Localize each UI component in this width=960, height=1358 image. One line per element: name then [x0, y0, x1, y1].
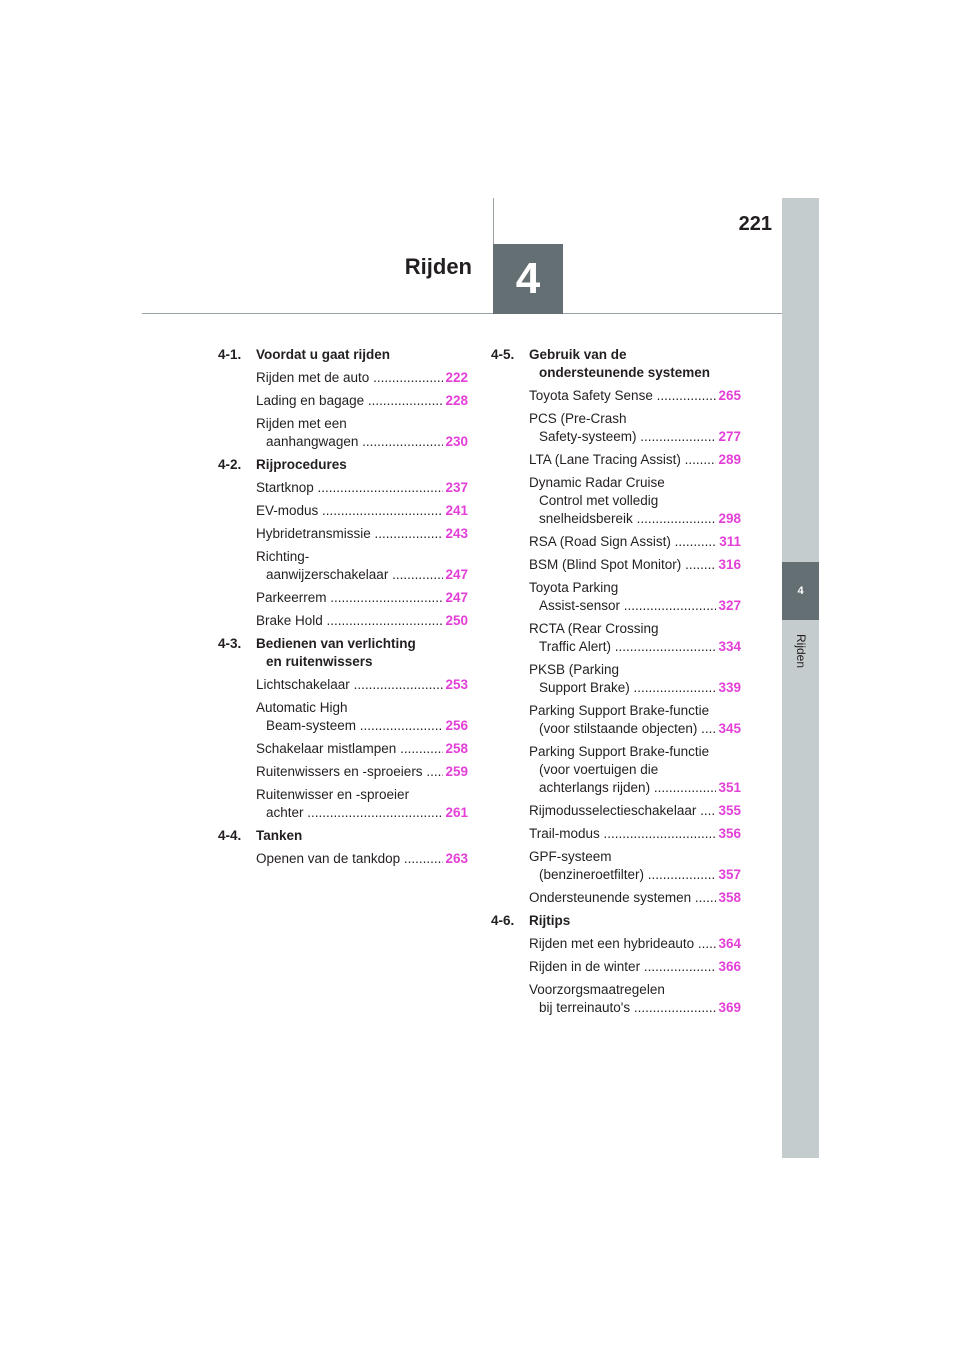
section-title-line: ondersteunende systemen	[539, 365, 711, 380]
toc-entry-line: RCTA (Rear Crossing	[529, 621, 659, 636]
toc-entry-title	[256, 676, 443, 694]
toc-entry-title	[256, 502, 443, 520]
toc-page-link[interactable]: 369	[718, 1000, 741, 1015]
section-title-line: Tanken	[256, 828, 303, 843]
toc-entry-line: (voor stilstaande objecten) .....	[529, 720, 716, 738]
toc-page-link[interactable]: 265	[718, 388, 741, 403]
header-divider-vertical	[493, 198, 494, 244]
toc-entry[interactable]	[256, 699, 468, 735]
toc-entry-line: (voor voertuigen die	[539, 762, 659, 777]
toc-entry-line: Ruitenwisser en -sproeier	[256, 787, 410, 802]
toc-entry[interactable]	[529, 935, 741, 953]
toc-page-link[interactable]: 250	[445, 613, 468, 628]
section-number: 4-5.	[491, 347, 515, 362]
toc-entry-title	[529, 533, 717, 551]
toc-entry[interactable]	[256, 676, 468, 694]
section-number: 4-1.	[218, 347, 242, 362]
toc-page-link[interactable]: 345	[718, 721, 741, 736]
toc-entry[interactable]	[529, 889, 741, 907]
toc-entry-line: RSA (Road Sign Assist) .....	[529, 533, 717, 551]
section-title-line: Rijprocedures	[256, 457, 347, 472]
section-title-line: en ruitenwissers	[266, 654, 373, 669]
toc-section-heading	[218, 346, 468, 364]
toc-entry-title	[529, 579, 716, 615]
toc-entry[interactable]	[529, 620, 741, 656]
toc-entry-line: achter .....	[256, 804, 443, 822]
side-tab-label: Rijden	[794, 633, 808, 669]
toc-page-link[interactable]: 311	[719, 534, 741, 549]
toc-entry-line: PKSB (Parking	[529, 662, 620, 677]
toc-entry-line: Hybridetransmissie .....	[256, 525, 443, 543]
toc-entry-line: Schakelaar mistlampen .....	[256, 740, 443, 758]
toc-entry-title	[529, 620, 716, 656]
toc-entry-line: Traffic Alert) .....	[529, 638, 716, 656]
toc-entry-title	[529, 661, 716, 697]
toc-entry-line: Assist-sensor .....	[529, 597, 716, 615]
toc-page-link[interactable]: 334	[718, 639, 741, 654]
toc-page-link[interactable]: 357	[718, 867, 741, 882]
section-title-line: Voordat u gaat rijden	[256, 347, 391, 362]
toc-page-link[interactable]: 355	[718, 803, 741, 818]
section-title-line: Bedienen van verlichting	[256, 636, 416, 651]
section-title	[256, 635, 468, 671]
toc-page-link[interactable]: 298	[718, 511, 741, 526]
toc-page-link[interactable]: 289	[718, 452, 741, 467]
toc-entry-line: Rijden met de auto .....	[256, 369, 443, 387]
toc-entry-title	[529, 702, 716, 738]
toc-page-link[interactable]: 256	[445, 718, 468, 733]
toc-entry-line: Control met volledig	[539, 493, 659, 508]
toc-entry-line: Voorzorgsmaatregelen	[529, 982, 665, 997]
toc-right-column	[491, 346, 741, 1022]
toc-page-link[interactable]: 237	[445, 480, 468, 495]
toc-entry-title	[529, 958, 716, 976]
toc-section-heading	[491, 912, 741, 930]
toc-entry-line: LTA (Lane Tracing Assist) .....	[529, 451, 716, 469]
toc-entry-line: Parking Support Brake-functie	[529, 744, 710, 759]
toc-entry-line: aanwijzerschakelaar .....	[256, 566, 443, 584]
toc-entry-line: EV-modus .....	[256, 502, 443, 520]
toc-entry-line: snelheidsbereik .....	[529, 510, 716, 528]
toc-page-link[interactable]: 247	[445, 567, 468, 582]
toc-entry-line: Lichtschakelaar .....	[256, 676, 443, 694]
toc-entry[interactable]	[529, 825, 741, 843]
toc-entry-line: BSM (Blind Spot Monitor) .....	[529, 556, 716, 574]
section-title	[529, 912, 741, 930]
toc-entry[interactable]	[256, 589, 468, 607]
chapter-number-box: 4	[493, 244, 563, 314]
toc-entry[interactable]	[529, 451, 741, 469]
toc-entry-line: Openen van de tankdop .....	[256, 850, 443, 868]
toc-page-link[interactable]: 247	[445, 590, 468, 605]
toc-entry-title	[256, 850, 443, 868]
toc-entry-line: Richting-	[256, 549, 310, 564]
toc-entry-title	[256, 415, 443, 451]
toc-entry[interactable]	[256, 502, 468, 520]
toc-entry[interactable]	[529, 702, 741, 738]
toc-page-link[interactable]: 258	[445, 741, 468, 756]
toc-entry-title	[256, 612, 443, 630]
toc-entry-line: Safety-systeem) .....	[529, 428, 716, 446]
toc-entry-title	[529, 935, 716, 953]
toc-entry-line: Dynamic Radar Cruise	[529, 475, 665, 490]
toc-entry-line: Beam-systeem .....	[256, 717, 443, 735]
toc-entry-line: Ondersteunende systemen .....	[529, 889, 716, 907]
toc-entry[interactable]	[256, 525, 468, 543]
toc-entry[interactable]	[529, 387, 741, 405]
section-number: 4-6.	[491, 913, 515, 928]
toc-entry[interactable]	[529, 981, 741, 1017]
toc-entry-line: (benzineroetfilter) .....	[529, 866, 716, 884]
toc-section-heading	[491, 346, 741, 382]
toc-entry-title	[256, 525, 443, 543]
toc-entry-line: Trail-modus .....	[529, 825, 716, 843]
toc-entry-title	[256, 786, 443, 822]
toc-page-link[interactable]: 339	[718, 680, 741, 695]
toc-entry[interactable]	[256, 786, 468, 822]
toc-entry-line: GPF-systeem	[529, 849, 612, 864]
toc-page-link[interactable]: 222	[445, 370, 468, 385]
toc-entry-title	[256, 740, 443, 758]
toc-page-link[interactable]: 241	[445, 503, 468, 518]
section-title	[256, 456, 468, 474]
toc-entry-line: Rijden in de winter .....	[529, 958, 716, 976]
section-number: 4-2.	[218, 457, 242, 472]
toc-page-link[interactable]: 263	[445, 851, 468, 866]
toc-entry[interactable]	[256, 415, 468, 451]
toc-entry[interactable]	[529, 958, 741, 976]
toc-entry-title	[529, 802, 716, 820]
toc-entry[interactable]	[529, 661, 741, 697]
toc-entry-line: Parking Support Brake-functie	[529, 703, 710, 718]
toc-entry-title	[529, 474, 716, 528]
toc-page-link[interactable]: 261	[445, 805, 468, 820]
toc-entry[interactable]	[256, 392, 468, 410]
toc-page-link[interactable]: 351	[718, 780, 741, 795]
page-number: 221	[738, 213, 772, 235]
toc-entry-line: Support Brake) .....	[529, 679, 716, 697]
toc-entry-line: Startknop .....	[256, 479, 443, 497]
section-title	[256, 827, 468, 845]
toc-entry-title	[529, 848, 716, 884]
section-title	[256, 346, 468, 364]
toc-entry-title	[529, 556, 716, 574]
toc-entry[interactable]	[529, 848, 741, 884]
toc-entry-line: bij terreinauto's .....	[529, 999, 716, 1017]
toc-entry-title	[256, 369, 443, 387]
toc-entry-line: Automatic High	[256, 700, 348, 715]
toc-entry[interactable]	[256, 850, 468, 868]
toc-entry-title	[529, 825, 716, 843]
toc-entry-line: Parkeerrem .....	[256, 589, 443, 607]
section-title	[529, 346, 741, 382]
section-number: 4-4.	[218, 828, 242, 843]
toc-entry[interactable]	[256, 548, 468, 584]
toc-entry-line: achterlangs rijden) .....	[529, 779, 716, 797]
section-title-line: Gebruik van de	[529, 347, 627, 362]
toc-page-link[interactable]: 253	[445, 677, 468, 692]
toc-entry-line: Toyota Safety Sense .....	[529, 387, 716, 405]
toc-page-link[interactable]: 230	[445, 434, 468, 449]
toc-entry[interactable]	[529, 474, 741, 528]
toc-page-link[interactable]: 358	[718, 890, 741, 905]
toc-entry[interactable]	[529, 579, 741, 615]
toc-entry-line: aanhangwagen .....	[256, 433, 443, 451]
toc-section-heading	[218, 456, 468, 474]
toc-entry-title	[256, 589, 443, 607]
header-divider-horizontal	[142, 313, 782, 314]
toc-page-link[interactable]: 327	[718, 598, 741, 613]
section-title-line: Rijtips	[529, 913, 571, 928]
toc-section-heading	[218, 827, 468, 845]
toc-entry-line: Rijmodusselectieschakelaar .....	[529, 802, 716, 820]
toc-entry-title	[529, 410, 716, 446]
toc-entry-line: PCS (Pre-Crash	[529, 411, 627, 426]
toc-entry-title	[529, 451, 716, 469]
toc-entry-title	[529, 743, 716, 797]
toc-entry[interactable]	[256, 612, 468, 630]
toc-page-link[interactable]: 356	[718, 826, 741, 841]
toc-left-column	[218, 346, 468, 873]
toc-entry-line: Toyota Parking	[529, 580, 619, 595]
toc-entry[interactable]	[529, 556, 741, 574]
toc-entry-title	[256, 699, 443, 735]
toc-page-link[interactable]: 316	[718, 557, 741, 572]
toc-entry-title	[529, 889, 716, 907]
toc-entry[interactable]	[256, 369, 468, 387]
toc-page-link[interactable]: 259	[445, 764, 468, 779]
toc-page-link[interactable]: 228	[445, 393, 468, 408]
section-number: 4-3.	[218, 636, 242, 651]
toc-entry[interactable]	[529, 743, 741, 797]
chapter-title: Rijden	[404, 254, 472, 279]
toc-entry-line: Rijden met een hybrideauto .....	[529, 935, 716, 953]
toc-section-heading	[218, 635, 468, 671]
toc-entry[interactable]	[256, 763, 468, 781]
toc-entry-line: Brake Hold .....	[256, 612, 443, 630]
toc-entry-title	[529, 981, 716, 1017]
toc-entry[interactable]	[256, 740, 468, 758]
toc-entry-title	[256, 392, 443, 410]
toc-entry-title	[256, 763, 443, 781]
toc-entry[interactable]	[529, 533, 741, 551]
toc-entry-line: Lading en bagage .....	[256, 392, 443, 410]
toc-entry-line: Rijden met een	[256, 416, 347, 431]
toc-entry[interactable]	[529, 802, 741, 820]
toc-entry-title	[529, 387, 716, 405]
toc-entry-line: Ruitenwissers en -sproeiers .....	[256, 763, 443, 781]
toc-page-link[interactable]: 277	[718, 429, 741, 444]
toc-entry-title	[256, 479, 443, 497]
toc-page-link[interactable]: 243	[445, 526, 468, 541]
toc-entry-title	[256, 548, 443, 584]
side-tab-chapter-number[interactable]: 4	[782, 562, 819, 620]
toc-entry[interactable]	[529, 410, 741, 446]
toc-page-link[interactable]: 364	[718, 936, 741, 951]
toc-entry[interactable]	[256, 479, 468, 497]
toc-page-link[interactable]: 366	[718, 959, 741, 974]
